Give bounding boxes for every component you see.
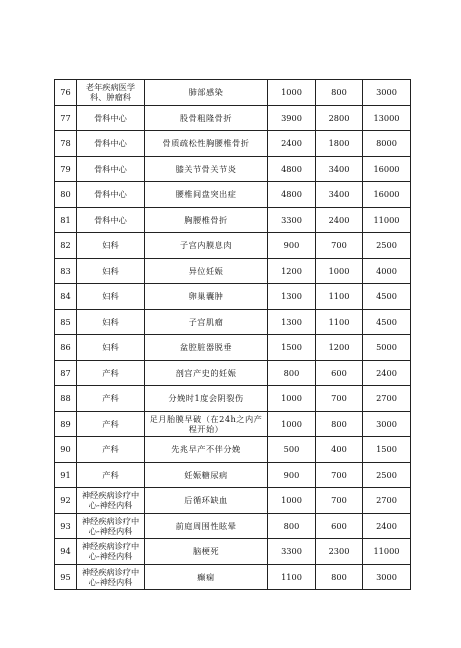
value-cell-3: 16000: [363, 182, 411, 208]
disease-cell: 剖宫产史的妊娠: [145, 360, 268, 386]
table-row: [55, 233, 411, 259]
department-cell: 神经疾病诊疗中心-神经内科: [77, 564, 145, 590]
department-cell: 骨科中心: [77, 156, 145, 182]
table-body: [55, 80, 411, 590]
table-row: [55, 309, 411, 335]
department-cell: 神经疾病诊疗中心-神经内科: [77, 488, 145, 514]
value-cell-3: 16000: [363, 156, 411, 182]
value-cell-2: 800: [316, 411, 363, 437]
department-cell: 骨科中心: [77, 207, 145, 233]
row-number: 92: [55, 488, 77, 514]
table-row: [55, 360, 411, 386]
value-cell-2: 2400: [316, 207, 363, 233]
table-row: [55, 131, 411, 157]
row-number: 91: [55, 462, 77, 488]
disease-cell: 妊娠糖尿病: [145, 462, 268, 488]
department-cell: 妇科: [77, 335, 145, 361]
disease-cell: 腰椎间盘突出症: [145, 182, 268, 208]
row-number: 87: [55, 360, 77, 386]
value-cell-2: 1000: [316, 258, 363, 284]
department-cell: 骨科中心: [77, 182, 145, 208]
table-row: [55, 564, 411, 590]
value-cell-1: 1000: [268, 411, 316, 437]
disease-cell: 膝关节骨关节炎: [145, 156, 268, 182]
value-cell-2: 1800: [316, 131, 363, 157]
disease-cell: 后循环缺血: [145, 488, 268, 514]
value-cell-2: 2800: [316, 105, 363, 131]
table-row: [55, 411, 411, 437]
disease-cell: 分娩时1度会阴裂伤: [145, 386, 268, 412]
disease-cell: 异位妊娠: [145, 258, 268, 284]
value-cell-1: 2400: [268, 131, 316, 157]
value-cell-1: 500: [268, 437, 316, 463]
department-cell: 产科: [77, 462, 145, 488]
value-cell-3: 3000: [363, 80, 411, 106]
row-number: 82: [55, 233, 77, 259]
disease-cell: 盆腔脏器脱垂: [145, 335, 268, 361]
department-cell: 神经疾病诊疗中心-神经内科: [77, 539, 145, 565]
value-cell-2: 700: [316, 462, 363, 488]
table-row: [55, 207, 411, 233]
department-cell: 产科: [77, 437, 145, 463]
disease-cell: 卵巢囊肿: [145, 284, 268, 310]
value-cell-2: 600: [316, 360, 363, 386]
value-cell-3: 2500: [363, 233, 411, 259]
disease-cell: 脑梗死: [145, 539, 268, 565]
row-number: 86: [55, 335, 77, 361]
fee-table: [54, 79, 411, 590]
value-cell-3: 13000: [363, 105, 411, 131]
value-cell-2: 800: [316, 564, 363, 590]
table-row: [55, 156, 411, 182]
value-cell-1: 1100: [268, 564, 316, 590]
disease-cell: 先兆早产不伴分娩: [145, 437, 268, 463]
disease-cell: 足月胎膜早破（在24h之内产程开始）: [145, 411, 268, 437]
table-row: [55, 462, 411, 488]
department-cell: 妇科: [77, 309, 145, 335]
value-cell-3: 11000: [363, 539, 411, 565]
value-cell-1: 900: [268, 462, 316, 488]
value-cell-2: 3400: [316, 182, 363, 208]
department-cell: 老年疾病医学科、肿瘤科: [77, 80, 145, 106]
department-cell: 产科: [77, 360, 145, 386]
row-number: 95: [55, 564, 77, 590]
value-cell-1: 1000: [268, 488, 316, 514]
table-row: [55, 182, 411, 208]
department-cell: 骨科中心: [77, 131, 145, 157]
row-number: 84: [55, 284, 77, 310]
value-cell-3: 4500: [363, 309, 411, 335]
value-cell-1: 1000: [268, 386, 316, 412]
value-cell-1: 800: [268, 360, 316, 386]
department-cell: 产科: [77, 411, 145, 437]
table-row: [55, 386, 411, 412]
value-cell-2: 600: [316, 513, 363, 539]
value-cell-1: 1200: [268, 258, 316, 284]
department-cell: 妇科: [77, 284, 145, 310]
row-number: 90: [55, 437, 77, 463]
value-cell-3: 11000: [363, 207, 411, 233]
table-row: [55, 488, 411, 514]
value-cell-3: 5000: [363, 335, 411, 361]
value-cell-3: 2400: [363, 513, 411, 539]
value-cell-1: 3300: [268, 207, 316, 233]
department-cell: 妇科: [77, 258, 145, 284]
row-number: 76: [55, 80, 77, 106]
row-number: 77: [55, 105, 77, 131]
row-number: 89: [55, 411, 77, 437]
value-cell-1: 3900: [268, 105, 316, 131]
value-cell-1: 800: [268, 513, 316, 539]
value-cell-2: 1200: [316, 335, 363, 361]
table-row: [55, 513, 411, 539]
disease-cell: 骨质疏松性胸腰椎骨折: [145, 131, 268, 157]
value-cell-2: 400: [316, 437, 363, 463]
disease-cell: 股骨粗隆骨折: [145, 105, 268, 131]
department-cell: 神经疾病诊疗中心-神经内科: [77, 513, 145, 539]
row-number: 88: [55, 386, 77, 412]
table-row: [55, 437, 411, 463]
value-cell-2: 700: [316, 488, 363, 514]
table-row: [55, 539, 411, 565]
row-number: 85: [55, 309, 77, 335]
value-cell-1: 900: [268, 233, 316, 259]
row-number: 94: [55, 539, 77, 565]
value-cell-1: 4800: [268, 182, 316, 208]
value-cell-3: 2700: [363, 386, 411, 412]
value-cell-1: 4800: [268, 156, 316, 182]
table-row: [55, 80, 411, 106]
value-cell-3: 2700: [363, 488, 411, 514]
value-cell-1: 3300: [268, 539, 316, 565]
row-number: 78: [55, 131, 77, 157]
disease-cell: 子宫肌瘤: [145, 309, 268, 335]
row-number: 93: [55, 513, 77, 539]
value-cell-3: 8000: [363, 131, 411, 157]
value-cell-3: 3000: [363, 411, 411, 437]
disease-cell: 癫痫: [145, 564, 268, 590]
table-row: [55, 335, 411, 361]
value-cell-2: 3400: [316, 156, 363, 182]
value-cell-2: 700: [316, 233, 363, 259]
table-row: [55, 284, 411, 310]
value-cell-2: 700: [316, 386, 363, 412]
department-cell: 妇科: [77, 233, 145, 259]
value-cell-3: 4500: [363, 284, 411, 310]
value-cell-3: 2400: [363, 360, 411, 386]
row-number: 80: [55, 182, 77, 208]
row-number: 83: [55, 258, 77, 284]
value-cell-2: 1100: [316, 309, 363, 335]
row-number: 81: [55, 207, 77, 233]
disease-cell: 前庭周围性眩晕: [145, 513, 268, 539]
value-cell-1: 1500: [268, 335, 316, 361]
value-cell-3: 3000: [363, 564, 411, 590]
department-cell: 产科: [77, 386, 145, 412]
department-cell: 骨科中心: [77, 105, 145, 131]
row-number: 79: [55, 156, 77, 182]
value-cell-3: 2500: [363, 462, 411, 488]
value-cell-2: 1100: [316, 284, 363, 310]
value-cell-1: 1300: [268, 284, 316, 310]
value-cell-3: 4000: [363, 258, 411, 284]
value-cell-1: 1300: [268, 309, 316, 335]
disease-cell: 子宫内膜息肉: [145, 233, 268, 259]
value-cell-1: 1000: [268, 80, 316, 106]
table-row: [55, 258, 411, 284]
value-cell-2: 2300: [316, 539, 363, 565]
disease-cell: 肺部感染: [145, 80, 268, 106]
value-cell-3: 1500: [363, 437, 411, 463]
table-row: [55, 105, 411, 131]
disease-cell: 胸腰椎骨折: [145, 207, 268, 233]
value-cell-2: 800: [316, 80, 363, 106]
